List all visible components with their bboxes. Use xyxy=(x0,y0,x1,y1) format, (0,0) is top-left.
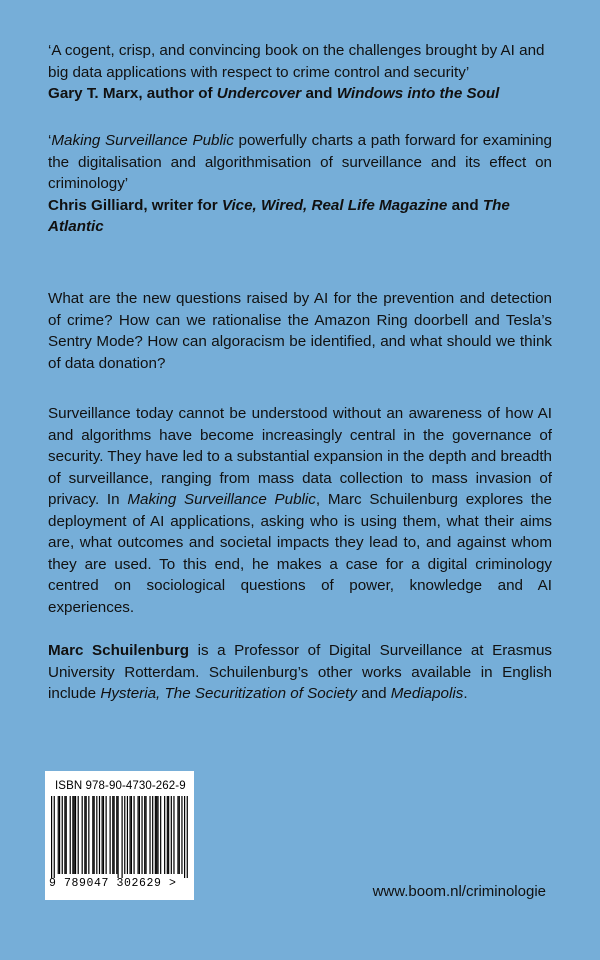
isbn-barcode xyxy=(45,771,194,900)
bio-author-name: Marc Schuilenburg xyxy=(48,642,190,659)
quote-1-work-1: Undercover xyxy=(216,85,302,102)
quote-2-book-title: Making Surveillance Public xyxy=(51,132,234,149)
quote-1-author: Gary T. Marx, author of xyxy=(48,85,213,102)
description-text xyxy=(48,403,552,618)
bio-text xyxy=(48,640,552,705)
bio-end: . xyxy=(463,685,468,702)
quote-2-text xyxy=(48,130,552,195)
intro-paragraph xyxy=(48,288,552,374)
bio-part-1: is a Professor of Digital Surveillance at Erasmus University Rotterdam. Schuilenburg’s other works available in English include xyxy=(48,642,552,702)
quote-2-author: Chris Gilliard, writer for xyxy=(48,196,218,214)
bio-works: Hysteria, The Securitization of Society xyxy=(100,685,357,702)
description-part-1: Surveillance today cannot be understood without an awareness of how AI and algorithms have become increasingly central in the governance of security. They have led to a substantial expansion in the depth and breadth of surveillance, ranging from mass data collection to mass invasion of privacy. In xyxy=(48,405,552,508)
barcode-digits: 9 789047 302629 > xyxy=(49,877,177,890)
isbn-number: ISBN 978-90-4730-262-9 xyxy=(55,780,186,792)
publisher-website: www.boom.nl/criminologie xyxy=(372,883,546,900)
quote-2-body: powerfully charts a path forward for examining the digitalisation and algorithmisation of surveillance and its effect on criminology’ xyxy=(48,132,552,192)
author-bio xyxy=(48,640,552,705)
endorsement-quote-2 xyxy=(48,130,552,238)
intro-text: What are the new questions raised by AI for the prevention and detection of crime? How can we rationalise the Amazon Ring doorbell and Tesla’s Sentry Mode? How can algoracism be identified, and what should we think of data donation? xyxy=(48,290,552,372)
endorsement-quote-1 xyxy=(48,40,552,105)
quote-2-publications: Vice, Wired, Real Life Magazine xyxy=(221,196,448,214)
quote-1-text: ‘A cogent, crisp, and convincing book on the challenges brought by AI and big data applications with respect to crime control and security’ xyxy=(48,42,545,81)
quote-1-and: and xyxy=(305,85,333,102)
bio-last-work: Mediapolis xyxy=(390,685,464,702)
description-part-2: , Marc Schuilenburg explores the deployment of AI applications, asking who is using them, what their aims are, what outcomes and societal impacts they lead to, and against whom they are used. To this end, he makes a case for a digital criminology centred on sociological questions of power, knowledge and AI experiences. xyxy=(48,491,552,616)
quote-2-last-publication: The Atlantic xyxy=(48,196,510,235)
bio-and: and xyxy=(356,685,391,702)
quote-2-open: ‘ xyxy=(48,132,52,149)
description-paragraph xyxy=(48,403,552,618)
quote-2-attribution xyxy=(48,195,552,238)
quote-1-attribution xyxy=(48,83,552,105)
description-book-title: Making Surveillance Public xyxy=(127,491,316,508)
barcode-icon xyxy=(51,796,188,878)
quote-1-work-2: Windows into the Soul xyxy=(336,85,500,102)
quote-2-and: and xyxy=(451,196,479,214)
